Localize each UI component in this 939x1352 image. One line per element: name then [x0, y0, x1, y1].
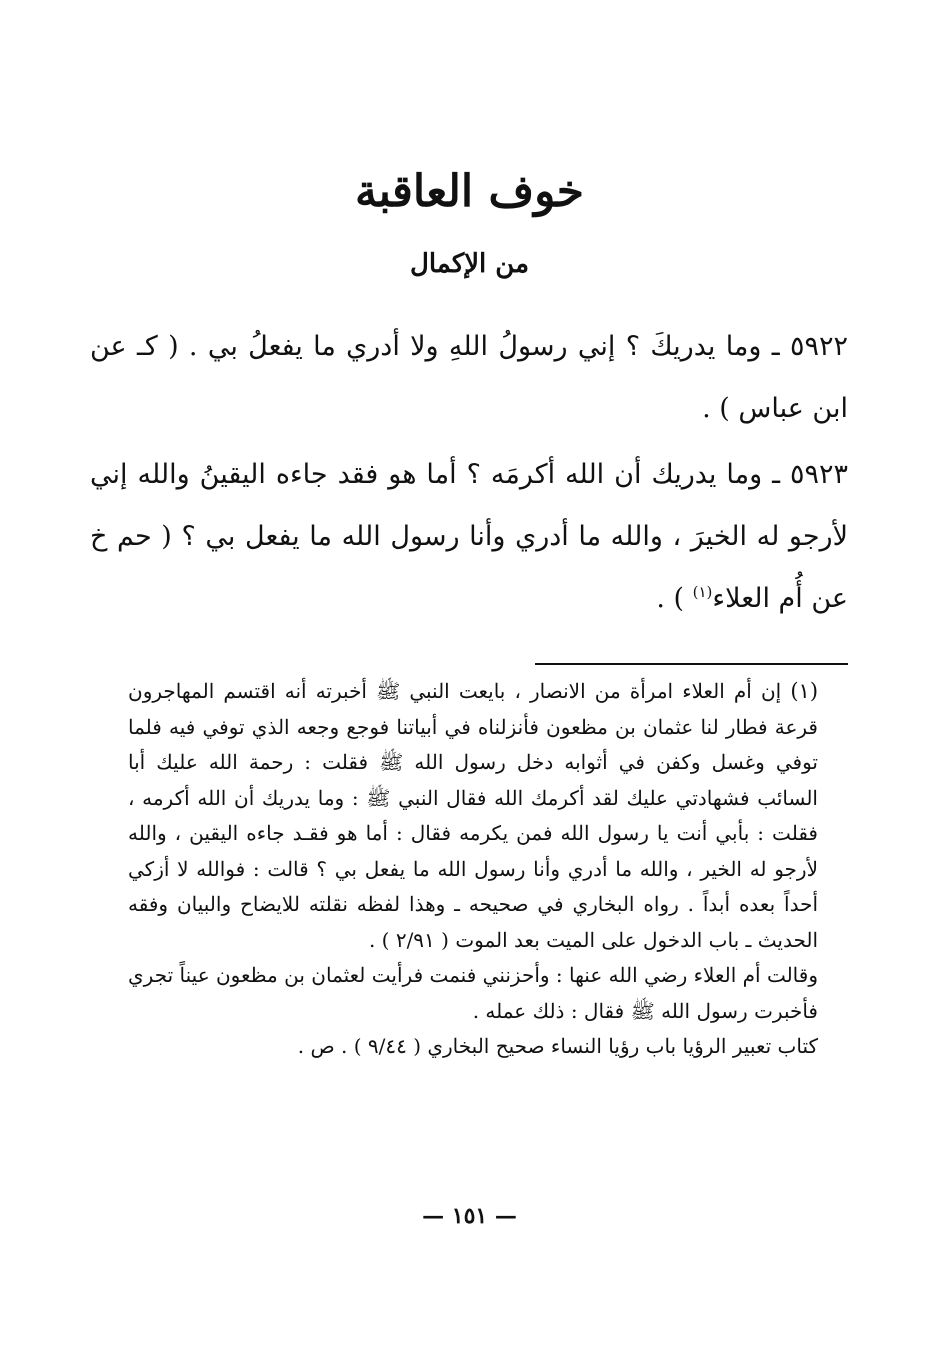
hadith-entry-5923-close: ) . [656, 583, 685, 614]
footnote-separator [535, 663, 848, 665]
footnote-paragraph-1 [128, 674, 818, 958]
footnote-text-1: إن أم العلاء امرأة من الانصار ، بايعت النبي ﷺ أخبرته أنه اقتسم المهاجرون قرعة فطار لنا عثمان بن مظعون فأنزلناه في أبياتنا فوجع وجعه الذي توفي فيه فلما توفي وغسل وكفن في أثوابه دخل رسول الله ﷺ فقلت : رحمة الله عليك أبا السائب فشهادتي عليك لقد أكرمك الله فقال النبي ﷺ : وما يدريك أن الله أكرمه ، فقلت : بأبي أنت يا رسول الله فمن يكرمه فقال : أما هو فقـد جاءه اليقين ، والله لأرجو له الخير ، والله ما أدري وأنا رسول الله ما يفعل بي ؟ قالت : فوالله لا أزكي أحداً بعده أبداً . رواه البخاري في صحيحه ـ وهذا لفظه نقلته للايضاح والبيان وفقه الحديث ـ باب الدخول على الميت بعد الموت ( ٢/٩١ ) . [128, 679, 818, 952]
footnote-marker: (١) [790, 679, 819, 703]
hadith-entry-5923 [90, 444, 848, 630]
footnote-reference: (١) [692, 583, 713, 601]
footnote-block [128, 674, 818, 1065]
footnote-paragraph-2: وقالت أم العلاء رضي الله عنها : وأحزنني فنمت فرأيت لعثمان بن مظعون عيناً تجري فأخبرت رسول الله ﷺ فقال : ذلك عمله . [128, 963, 818, 1023]
hadith-entry-5922: ٥٩٢٢ ـ وما يدريكَ ؟ إني رسولُ اللهِ ولا أدري ما يفعلُ بي . ( كـ عن ابن عباس ) . [90, 331, 848, 424]
footnote-paragraph-3: كتاب تعبير الرؤيا باب رؤيا النساء صحيح البخاري ( ٩/٤٤ ) . ص . [297, 1034, 818, 1058]
hadith-entry-5923-text: ٥٩٢٣ ـ وما يدريك أن الله أكرمَه ؟ أما هو فقد جاءه اليقينُ والله إني لأرجو له الخيرَ ، والله ما أدري وأنا رسول الله ما يفعل بي ؟ ( حم خ عن أُم العلاء [90, 459, 848, 614]
page-number: — ١٥١ — [422, 1203, 517, 1229]
main-text [90, 316, 848, 634]
page-title: خوف العاقبة [354, 166, 585, 217]
page-subtitle: من الإكمال [409, 249, 530, 279]
